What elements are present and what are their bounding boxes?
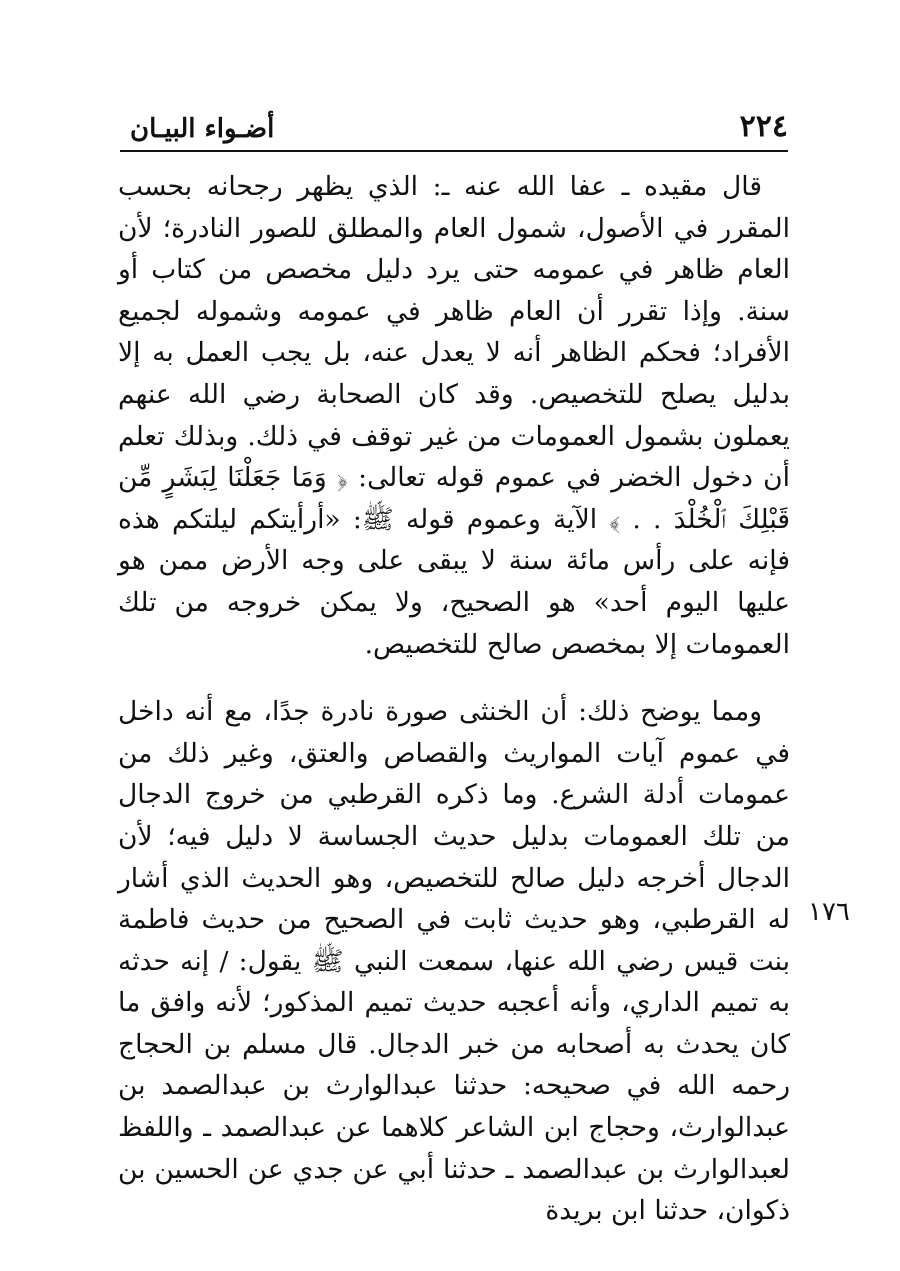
header-divider bbox=[120, 150, 788, 152]
book-title: أضـواء البيـان bbox=[130, 114, 275, 144]
paragraph: قال مقيده ـ عفا الله عنه ـ: الذي يظهر رجحانه بحسب المقرر في الأصول، شمول العام والمطلق للصور النادرة؛ لأن العام ظاهر في عمومه حتى يرد دليل مخصص من كتاب أو سنة. وإذا تقرر أن العام ظاهر في عمومه وشموله لجميع الأفراد؛ فحكم الظاهر أنه لا يعدل عنه، بل يجب العمل به إلا بدليل يصلح للتخصيص. وقد كان الصحابة رضي الله عنهم يعملون بشمول العمومات من غير توقف في ذلك. وبذلك تعلم أن دخول الخضر في عموم قوله تعالى: ﴿ وَمَا جَعَلْنَا لِبَشَرٍ مِّن قَبْلِكَ ٱلْخُلْدَ . . ﴾ الآية وعموم قوله ﷺ: «أرأيتكم ليلتكم هذه فإنه على رأس مائة سنة لا يبقى على وجه الأرض ممن هو عليها اليوم أحد» هو الصحيح، ولا يمكن خروجه من تلك العمومات إلا بمخصص صالح للتخصيص. bbox=[118, 171, 790, 660]
page-number: ٢٢٤ bbox=[739, 109, 788, 144]
page-body bbox=[118, 166, 790, 1232]
paragraph: ومما يوضح ذلك: أن الخنثى صورة نادرة جدًا، مع أنه داخل في عموم آيات المواريث والقصاص والعتق، وغير ذلك من عمومات أدلة الشرع. وما ذكره القرطبي من خروج الدجال من تلك العمومات بدليل حديث الجساسة لا دليل فيه؛ لأن الدجال أخرجه دليل صالح للتخصيص، وهو الحديث الذي أشار له القرطبي، وهو حديث ثابت في الصحيح من حديث فاطمة بنت قيس رضي الله عنها، سمعت النبي ﷺ يقول: / إنه حدثه به تميم الداري، وأنه أعجبه حديث تميم المذكور؛ لأنه وافق ما كان يحدث به أصحابه من خبر الدجال. قال مسلم بن الحجاج رحمه الله في صحيحه: حدثنا عبدالوارث بن عبدالصمد بن عبدالوارث، وحجاج ابن الشاعر كلاهما عن عبدالصمد ـ واللفظ لعبدالوارث بن عبدالصمد ـ حدثنا أبي عن جدي عن الحسين بن ذكوان، حدثنا ابن بريدة bbox=[118, 696, 790, 1227]
margin-page-reference: ١٧٦ bbox=[808, 897, 850, 927]
page-header bbox=[120, 104, 788, 150]
